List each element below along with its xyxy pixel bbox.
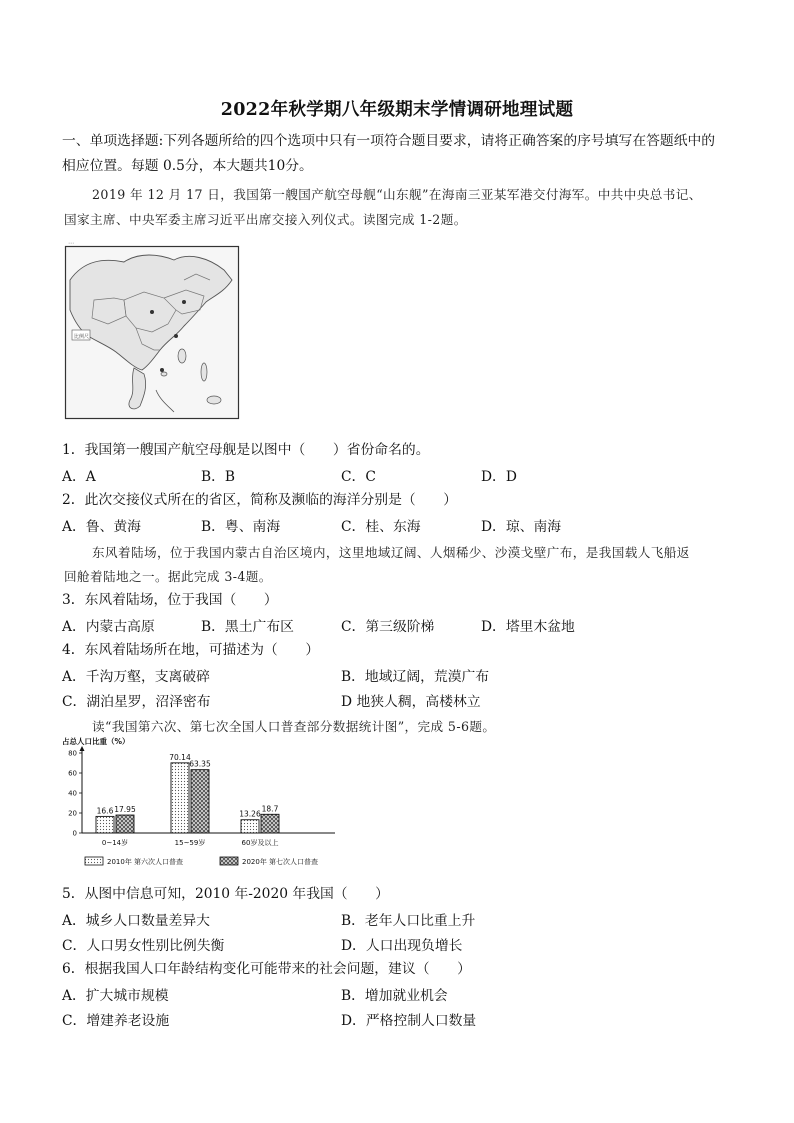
question-5-option-a[interactable]: A．城乡人口数量差异大 [62, 913, 210, 929]
question-2-option-a[interactable]: A．鲁、黄海 [62, 519, 141, 535]
question-5-stem: 5．从图中信息可知，2010 年-2020 年我国（ ） [62, 886, 389, 902]
question-4-stem: 4．东风着陆场所在地，可描述为（ ） [62, 642, 320, 658]
section-heading-cont: 相应位置。每题 0.5分，本大题共10分。 [62, 158, 313, 174]
chart-data-label: 13.26 [239, 809, 261, 819]
section-heading: 一、单项选择题:下列各题所给的四个选项中只有一项符合题目要求，请将正确答案的序号填写在答题纸中的 [62, 133, 716, 149]
chart-y-axis-arrow [80, 746, 85, 751]
question-6-option-c[interactable]: C．增建养老设施 [62, 1013, 170, 1029]
chart-y-tick-label: 60 [68, 769, 77, 778]
question-6-option-b[interactable]: B．增加就业机会 [341, 988, 448, 1004]
chart-legend-swatch [85, 857, 103, 865]
question-1-option-a[interactable]: A．A [62, 469, 96, 485]
question-2-option-d[interactable]: D．琼、南海 [481, 519, 562, 535]
census-bar-chart [60, 735, 350, 873]
chart-bar [171, 763, 189, 833]
question-4-option-b[interactable]: B．地域辽阔，荒漠广布 [341, 669, 490, 685]
page-title: 2022年秋学期八年级期末学情调研地理试题 [220, 100, 574, 120]
question-1-stem: 1．我国第一艘国产航空母舰是以图中（ ）省份命名的。 [62, 442, 430, 458]
chart-bar [96, 816, 114, 833]
chart-y-tick-label: 20 [68, 809, 77, 818]
question-3-option-c[interactable]: C．第三级阶梯 [341, 619, 435, 635]
chart-legend-label: 2010年 第六次人口普查 [107, 858, 184, 866]
question-1-option-d[interactable]: D．D [481, 469, 517, 485]
chart-data-label: 63.35 [189, 759, 211, 769]
passage-2-cont: 回舱着陆地之一。据此完成 3-4题。 [64, 569, 272, 584]
question-4-option-a[interactable]: A．千沟万壑，支离破碎 [62, 669, 210, 685]
passage-1: 2019 年 12 月 17 日，我国第一艘国产航空母舰“山东舰”在海南三亚某军港交付海军。中共中央总书记、 [92, 187, 702, 202]
chart-x-tick-label: 0~14岁 [101, 839, 129, 847]
passage-2: 东风着陆场，位于我国内蒙古自治区境内，这里地域辽阔、人烟稀少、沙漠戈壁广布，是我国载人飞船返 [92, 545, 690, 560]
chart-y-axis-label: 占总人口比重（%） [62, 737, 130, 746]
chart-legend-label: 2020年 第七次人口普查 [242, 858, 319, 866]
china-map-figure [64, 240, 240, 420]
question-3-stem: 3．东风着陆场，位于我国（ ） [62, 592, 278, 608]
question-2-option-b[interactable]: B．粤、南海 [201, 519, 281, 535]
chart-data-label: 70.14 [169, 752, 191, 762]
chart-y-tick-label: 80 [68, 749, 77, 758]
passage-3: 读“我国第六次、第七次全国人口普查部分数据统计图”，完成 5-6题。 [92, 719, 496, 734]
chart-bar [191, 770, 209, 833]
chart-x-tick-label: 15~59岁 [174, 839, 206, 847]
question-5-option-d[interactable]: D．人口出现负增长 [341, 938, 463, 954]
question-1-option-c[interactable]: C．C [341, 469, 376, 485]
svg-text:⋯: ⋯ [68, 240, 74, 247]
question-4-option-d[interactable]: D 地狭人稠，高楼林立 [341, 694, 481, 710]
question-5-option-b[interactable]: B．老年人口比重上升 [341, 913, 476, 929]
question-3-option-a[interactable]: A．内蒙古高原 [62, 619, 155, 635]
chart-y-tick-label: 40 [68, 789, 77, 798]
chart-legend-swatch [220, 857, 238, 865]
question-6-option-d[interactable]: D．严格控制人口数量 [341, 1013, 477, 1029]
chart-x-tick-label: 60岁及以上 [241, 839, 279, 847]
question-3-option-b[interactable]: B．黑土广布区 [201, 619, 294, 635]
chart-data-label: 18.7 [261, 804, 279, 814]
question-4-option-c[interactable]: C．湖泊星罗，沼泽密布 [62, 694, 211, 710]
question-1-option-b[interactable]: B．B [201, 469, 236, 485]
chart-data-label: 16.6 [96, 806, 114, 816]
chart-bar [241, 820, 259, 833]
question-6-stem: 6．根据我国人口年龄结构变化可能带来的社会问题，建议（ ） [62, 961, 471, 977]
chart-data-label: 17.95 [114, 805, 136, 815]
question-2-stem: 2．此次交接仪式所在的省区，简称及濒临的海洋分别是（ ） [62, 492, 458, 508]
question-5-option-c[interactable]: C．人口男女性别比例失衡 [62, 938, 225, 954]
chart-bar [116, 815, 134, 833]
map-inset-label: 比例尺 [74, 334, 90, 340]
chart-y-tick-label: 0 [72, 829, 77, 838]
question-3-option-d[interactable]: D．塔里木盆地 [481, 619, 575, 635]
question-2-option-c[interactable]: C．桂、东海 [341, 519, 421, 535]
question-6-option-a[interactable]: A．扩大城市规模 [62, 988, 169, 1004]
passage-1-cont: 国家主席、中央军委主席习近平出席交接入列仪式。读图完成 1-2题。 [64, 212, 467, 227]
chart-bar [261, 814, 279, 833]
